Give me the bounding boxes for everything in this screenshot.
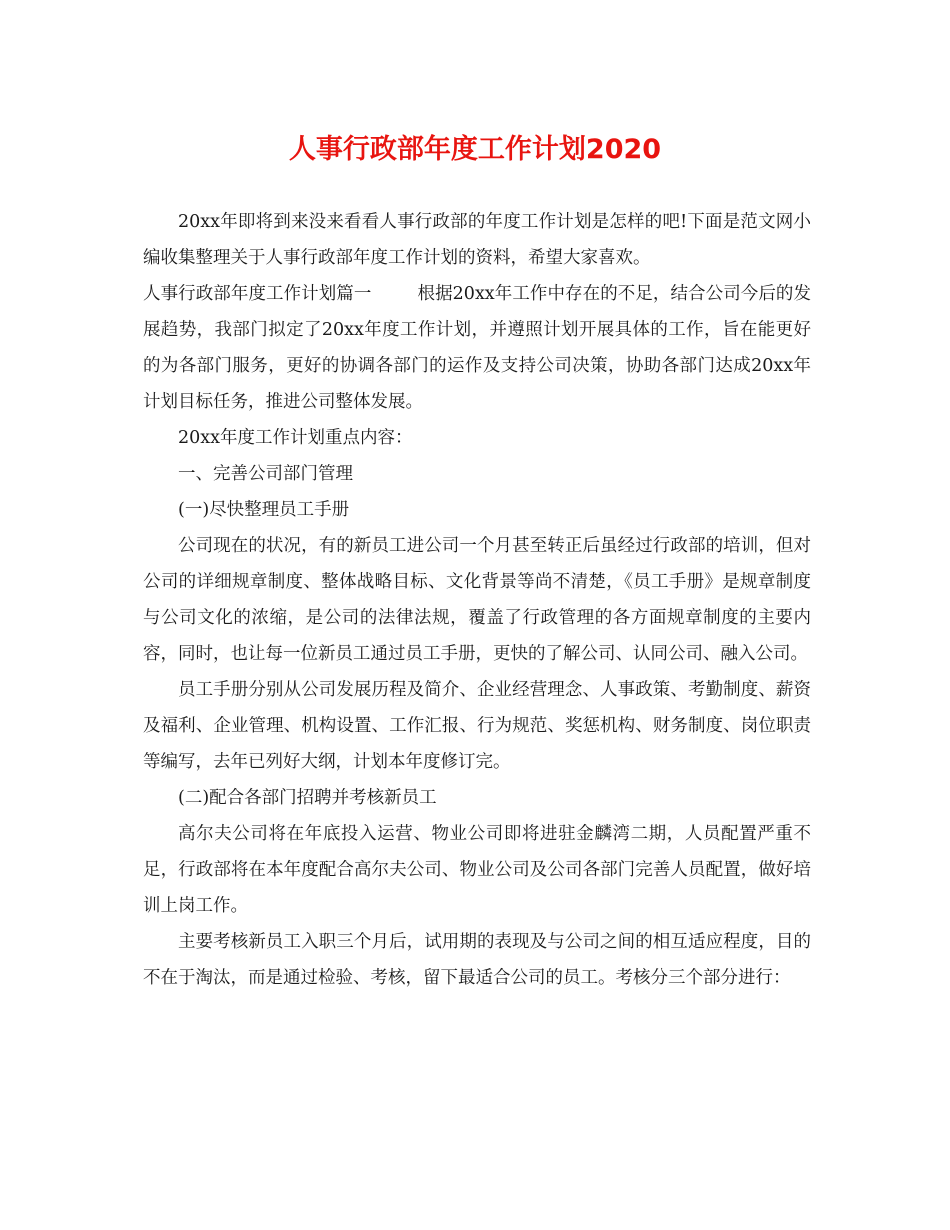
paragraph-staffing: 高尔夫公司将在年底投入运营、物业公司即将进驻金麟湾二期，人员配置严重不足，行政部将在本年度配合高尔夫公司、物业公司及公司各部门完善人员配置，做好培训上岗工作。	[143, 824, 811, 916]
section-heading-1: 一、完善公司部门管理	[178, 464, 353, 484]
subsection-heading-1: (一)尽快整理员工手册	[178, 500, 350, 520]
paragraph-handbook-contents: 员工手册分别从公司发展历程及简介、企业经营理念、人事政策、考勤制度、薪资及福利、企业管理、机构设置、工作汇报、行为规范、奖惩机构、财务制度、岗位职责等编写，去年已列好大纲，计划本年度修订完。	[143, 680, 811, 772]
plan-one-heading: 人事行政部年度工作计划篇一	[143, 284, 372, 304]
subsection-heading-2: (二)配合各部门招聘并考核新员工	[178, 788, 437, 808]
document-body	[143, 204, 811, 996]
paragraph-intro: 20xx年即将到来没来看看人事行政部的年度工作计划是怎样的吧!下面是范文网小编收集整理关于人事行政部年度工作计划的资料，希望大家喜欢。	[143, 212, 811, 268]
document-title: 人事行政部年度工作计划2020	[288, 134, 662, 165]
plan-one-text: 根据20xx年工作中存在的不足，结合公司今后的发展趋势，我部门拟定了20xx年度工作计划，并遵照计划开展具体的工作，旨在能更好的为各部门服务，更好的协调各部门的运作及支持公司决策，协助各部门达成20xx年计划目标任务，推进公司整体发展。	[143, 284, 811, 412]
paragraph-key-content: 20xx年度工作计划重点内容：	[178, 428, 413, 448]
paragraph-handbook-status: 公司现在的状况，有的新员工进公司一个月甚至转正后虽经过行政部的培训，但对公司的详细规章制度、整体战略目标、文化背景等尚不清楚，《员工手册》是规章制度与公司文化的浓缩，是公司的法律法规，覆盖了行政管理的各方面规章制度的主要内容，同时，也让每一位新员工通过员工手册，更快的了解公司、认同公司、融入公司。	[143, 536, 811, 664]
paragraph-plan-one	[143, 276, 811, 420]
paragraph-assessment: 主要考核新员工入职三个月后，试用期的表现及与公司之间的相互适应程度，目的不在于淘汰，而是通过检验、考核，留下最适合公司的员工。考核分三个部分进行：	[143, 932, 811, 988]
